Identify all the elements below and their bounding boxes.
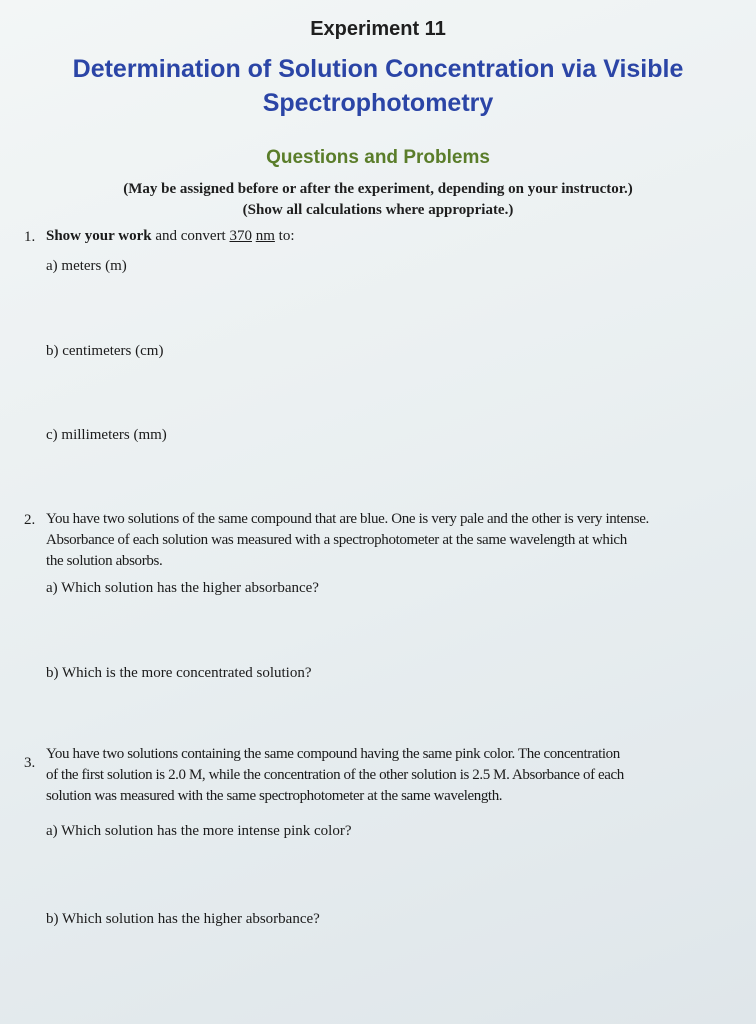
- question-3-line-3: solution was measured with the same spectrophotometer at the same wavelength.: [46, 788, 503, 804]
- question-1b: b) centimeters (cm): [46, 343, 164, 359]
- assignment-note: (May be assigned before or after the experiment, depending on your instructor.): [123, 181, 633, 197]
- title-line-2: Spectrophotometry: [262, 89, 494, 117]
- question-2-text: [46, 509, 746, 572]
- question-3-line-1: You have two solutions containing the same compound having the same pink color. The concentration: [46, 746, 620, 762]
- question-2-line-3: the solution absorbs.: [46, 553, 163, 569]
- question-2-line-1: You have two solutions of the same compound that are blue. One is very pale and the other is very intense.: [46, 511, 649, 527]
- question-2b: b) Which is the more concentrated solution?: [46, 665, 312, 681]
- question-2-line-2: Absorbance of each solution was measured with a spectrophotometer at the same wavelength at which: [46, 532, 627, 548]
- question-3b: b) Which solution has the higher absorbance?: [46, 911, 320, 927]
- question-1a: a) meters (m): [46, 258, 127, 274]
- question-1-unit: nm: [255, 228, 275, 244]
- question-1-rest: and convert: [155, 228, 226, 244]
- question-2-number: 2.: [24, 512, 36, 528]
- title-line-1: Determination of Solution Concentration via Visible: [72, 55, 684, 83]
- question-3-text: [46, 744, 750, 807]
- calculation-note: (Show all calculations where appropriate.): [242, 202, 514, 218]
- question-3-line-2: of the first solution is 2.0 M, while the concentration of the other solution is 2.5 M. Absorbance of each: [46, 767, 624, 783]
- question-3a: a) Which solution has the more intense pink color?: [46, 823, 352, 839]
- question-1-bold: Show your work: [46, 228, 152, 244]
- question-2a: a) Which solution has the higher absorbance?: [46, 580, 319, 596]
- question-3-number: 3.: [24, 755, 36, 771]
- question-1-suffix: to:: [278, 228, 295, 244]
- experiment-label: Experiment 11: [310, 18, 446, 40]
- question-1-value: 370: [229, 228, 252, 244]
- section-heading: Questions and Problems: [266, 147, 490, 168]
- question-1-text: [46, 226, 295, 247]
- page-title: [20, 52, 736, 120]
- question-1-number: 1.: [24, 229, 36, 245]
- question-1c: c) millimeters (mm): [46, 427, 167, 443]
